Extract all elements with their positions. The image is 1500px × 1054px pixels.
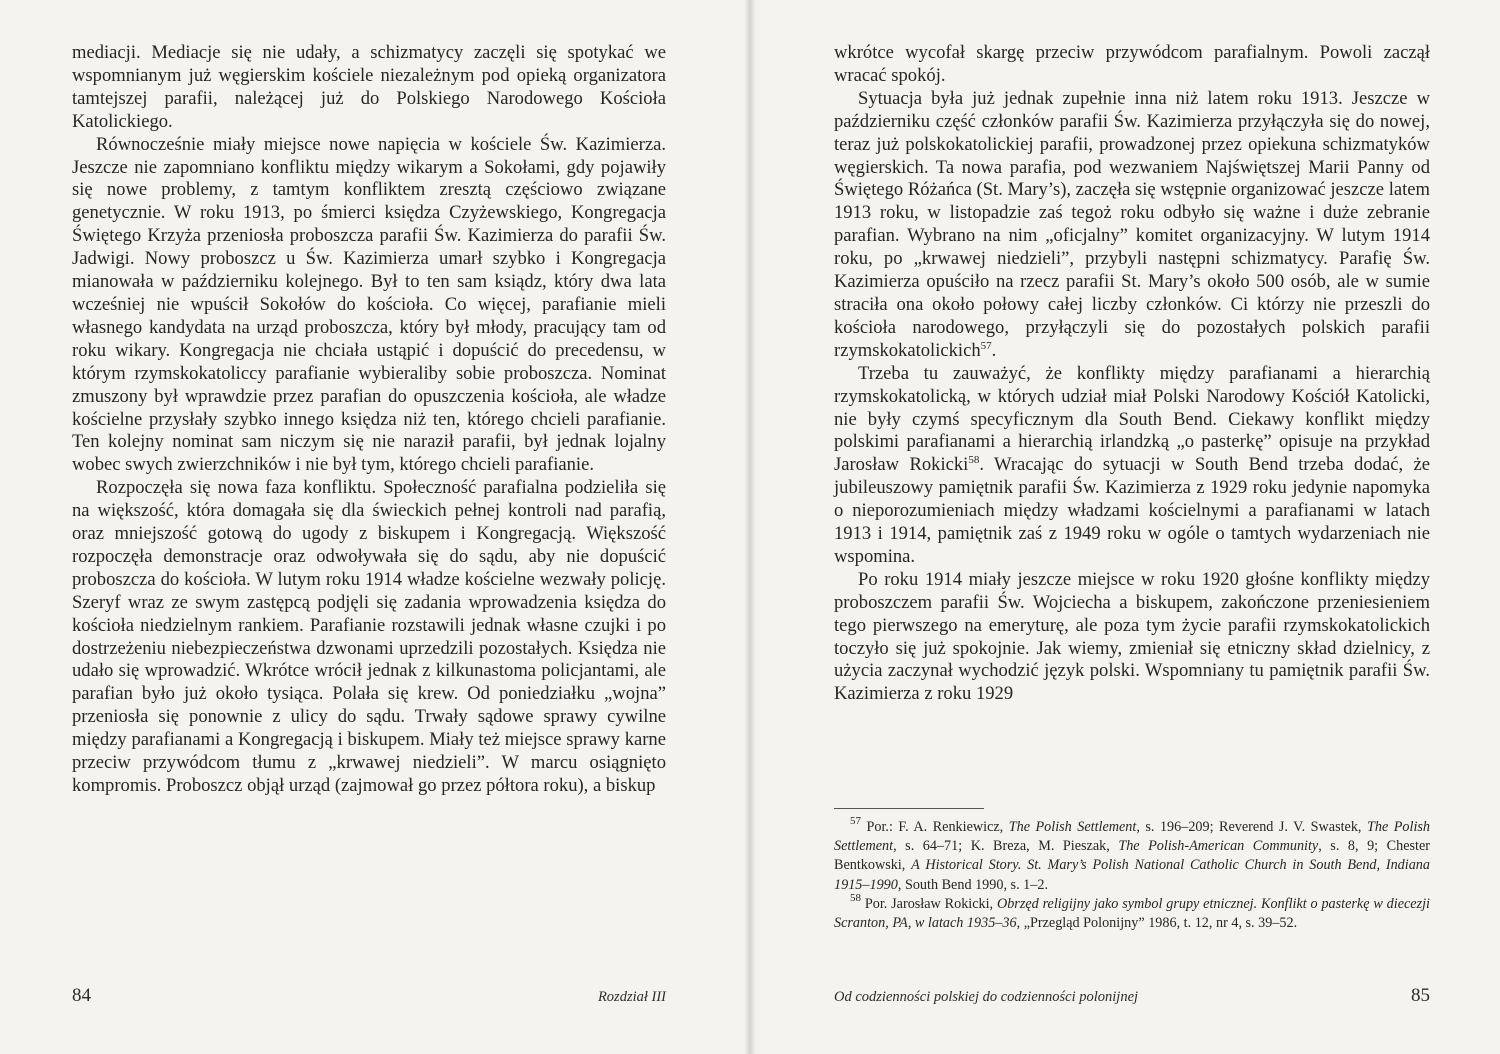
footnote-title: The Polish Settlement <box>834 819 1431 855</box>
footnote-ref[interactable]: 57 <box>980 339 992 352</box>
footnote-ref[interactable]: 58 <box>968 454 980 467</box>
footnote-text: , South Bend 1990, s. 1–2. <box>897 876 1049 893</box>
paragraph <box>834 569 1430 706</box>
right-page-body <box>834 42 1430 706</box>
footnote <box>834 891 1430 933</box>
paragraph <box>72 477 666 798</box>
paragraph <box>72 134 666 478</box>
footnote-title: Obrzęd religijny jako symbol grupy etnicznej. Konflikt o pasterkę w diecezji Scranton, PA, w latach 1935–36 <box>834 895 1430 932</box>
footnote-text: , s. 64–71; K. Breza, M. Pieszak, <box>893 838 1119 855</box>
paragraph-text: wkrótce wycofał skargę przeciw przywódcom parafialnym. Powoli zaczął wracać spokój. <box>834 42 1430 86</box>
paragraph-text: Sytuacja była już jednak zupełnie inna niż latem roku 1913. Jeszcze w październiku część członków parafii Św. Kazimierza przyłączyła się do nowej, teraz już polskokatolickiej parafii, prowadzonej przez opiekuna schizmatyków węgierskich. Ta nowa parafia, pod wezwaniem Najświętszej Marii Panny od Świętego Różańca (St. Mary’s), zaczęła się wstępnie organizować jeszcze latem 1913 roku, w listopadzie zaś tegoż roku odbyło się ważne i duże zebranie parafian. Wybrano na nim „oficjalny” komitet organizacyjny. W lutym 1914 roku, po „krwawej niedzieli”, przybyli następni schizmatycy. Parafię Św. Kazimierza opuściło na rzecz parafii St. Mary’s około 500 osób, ale w sumie straciła ona około połowy całej liczby członków. Ci którzy nie przeszli do kościoła narodowego, przyłączyli się do pozostałych polskich parafii rzymskokatolickich <box>834 87 1430 361</box>
footnote-number: 58 <box>850 891 861 904</box>
footnote-text: Por. Jarosław Rokicki, <box>864 895 997 912</box>
footnote-text: , s. 196–209; Reverend J. V. Swastek, <box>1136 819 1367 835</box>
footnote-text: , „Przegląd Polonijny” 1986, t. 12, nr 4, s. 39–52. <box>1016 915 1298 932</box>
paragraph-text: mediacji. Mediacje się nie udały, a schizmatycy zaczęli się spotykać we wspomnianym już węgierskim kościele niezależnym pod opieką organizatora tamtejszej parafii, należącej już do Polskiego Narodowego Kościoła Katolickiego. <box>72 42 666 132</box>
right-running-head: Od codzienności polskiej do codzienności polonijnej <box>834 989 1139 1005</box>
paragraph-text: Rozpoczęła się nowa faza konfliktu. Społeczność parafialna podzieliła się na większość, która domagała się dla świeckich pełnej kontroli nad parafią, oraz mniejszość gotową do ugody z biskupem i Kongregacją. Większość rozpoczęła demonstracje oraz odwoływała się do sądu, aby nie dopuścić proboszcza do kościoła. W lutym roku 1914 władze kościelne wezwały policję. Szeryf wraz ze swym zastępcą podjęli się zadania wprowadzenia księdza do kościoła niedzielnym rankiem. Parafianie rozstawili jednak własne czujki i po dostrzeżeniu niebezpieczeństwa dzwonami uprzedzili pozostałych. Księdza nie udało się wprowadzić. Wkrótce wrócił jednak z kilkunastoma policjantami, ale parafian było już około tysiąca. Polała się krew. Od poniedziałku „wojna” przeniosła się ponownie z ulicy do sądu. Trwały sądowe sprawy cywilne między parafianami a Kongregacją i biskupem. Miały też miejsce sprawy karne przeciw przywódcom tłumu z „krwawej niedzieli”. W marcu osiągnięto kompromis. Proboszcz objął urząd (zajmował go przez półtora roku), a biskup <box>72 477 666 796</box>
paragraph <box>834 363 1430 569</box>
book-gutter <box>744 0 756 1054</box>
paragraph <box>834 88 1430 363</box>
paragraph-text-continued: . <box>991 339 997 361</box>
paragraph <box>834 42 1430 88</box>
left-page-body <box>72 42 666 798</box>
left-page-number: 84 <box>72 985 91 1006</box>
paragraph-text: Równocześnie miały miejsce nowe napięcia w kościele Św. Kazimierza. Jeszcze nie zapomniano konfliktu między wikarym a Sokołami, gdy pojawiły się nowe problemy, z tamtym konfliktem zresztą częściowo związane genetycznie. W roku 1913, po śmierci księdza Czyżewskiego, Kongregacja Świętego Krzyża przeniosła proboszcza parafii Św. Kazimierza do parafii Św. Jadwigi. Nowy proboszcz u Św. Kazimierza umarł szybko i Kongregacja mianowała w październiku kolejnego. Był to ten sam ksiądz, który dwa lata wcześniej nie wpuścił Sokołów do kościoła. Co więcej, parafianie mieli własnego kandydata na urząd proboszcza, który był młody, pracujący tam od roku wikary. Kongregacja nie chciała ustąpić i dopuścić do precedensu, w którym rzymskokatoliccy parafianie wybieraliby sobie proboszcza. Nominat zmuszony był wprawdzie przez parafian do opuszczenia kościoła, ale władze kościelne przysłały szybko innego księdza niż ten, którego chcieli parafianie. Ten kolejny nominat sam niczym się nie naraził parafii, był jednak lojalny wobec swych zwierzchników i nie był tym, którego chcieli parafianie. <box>72 133 666 476</box>
paragraph-text-continued: . Wracając do sytuacji w South Bend trzeba dodać, że jubileuszowy pamiętnik parafii Św. Kazimierza z 1929 roku jedynie napomyka o nieporozumieniach między władzami kościelnymi a parafianami w latach 1913 i 1914, pamiętnik zaś z 1949 roku w ogóle o tamtych wydarzeniach nie wspomina. <box>834 454 1430 567</box>
footnote-title: A Historical Story. St. Mary’s Polish National Catholic Church in South Bend, Indiana 1915–1990 <box>834 857 1430 893</box>
footnote <box>834 815 1431 895</box>
footnote-title: The Polish-American Community <box>1118 838 1319 855</box>
paragraph <box>72 42 666 134</box>
footnote-separator <box>834 808 984 809</box>
footnote-text: Por.: F. A. Renkiewicz, <box>866 819 1009 835</box>
right-page-number: 85 <box>1411 985 1430 1006</box>
footnote-text: , s. 8, 9; Chester Bentkowski, <box>834 838 1430 874</box>
left-running-head: Rozdział III <box>597 989 666 1005</box>
paragraph-text: Trzeba tu zauważyć, że konflikty między parafianami a hierarchią rzymskokatolicką, w których udział miał Polski Narodowy Kościół Katolicki, nie były czymś specyficznym dla South Bend. Ciekawy konflikt między polskimi parafianami a hierarchią irlandzką „o pasterkę” opisuje na przykład Jarosław Rokicki <box>834 362 1430 476</box>
footnotes <box>834 815 1431 933</box>
footnote-title: The Polish Settlement <box>1008 819 1137 835</box>
footnote-number: 57 <box>850 815 861 827</box>
paragraph-text: Po roku 1914 miały jeszcze miejsce w roku 1920 głośne konflikty między proboszczem parafii Św. Wojciecha a biskupem, zakończone przeniesieniem tego pierwszego na emeryturę, ale poza tym życie parafii rzymskokatolickich toczyło się już spokojnie. Jak wiemy, zmieniał się etniczny skład dzielnicy, z użycia zaczynał wychodzić język polski. Wspomniany tu pamiętnik parafii Św. Kazimierza z roku 1929 <box>834 568 1430 705</box>
